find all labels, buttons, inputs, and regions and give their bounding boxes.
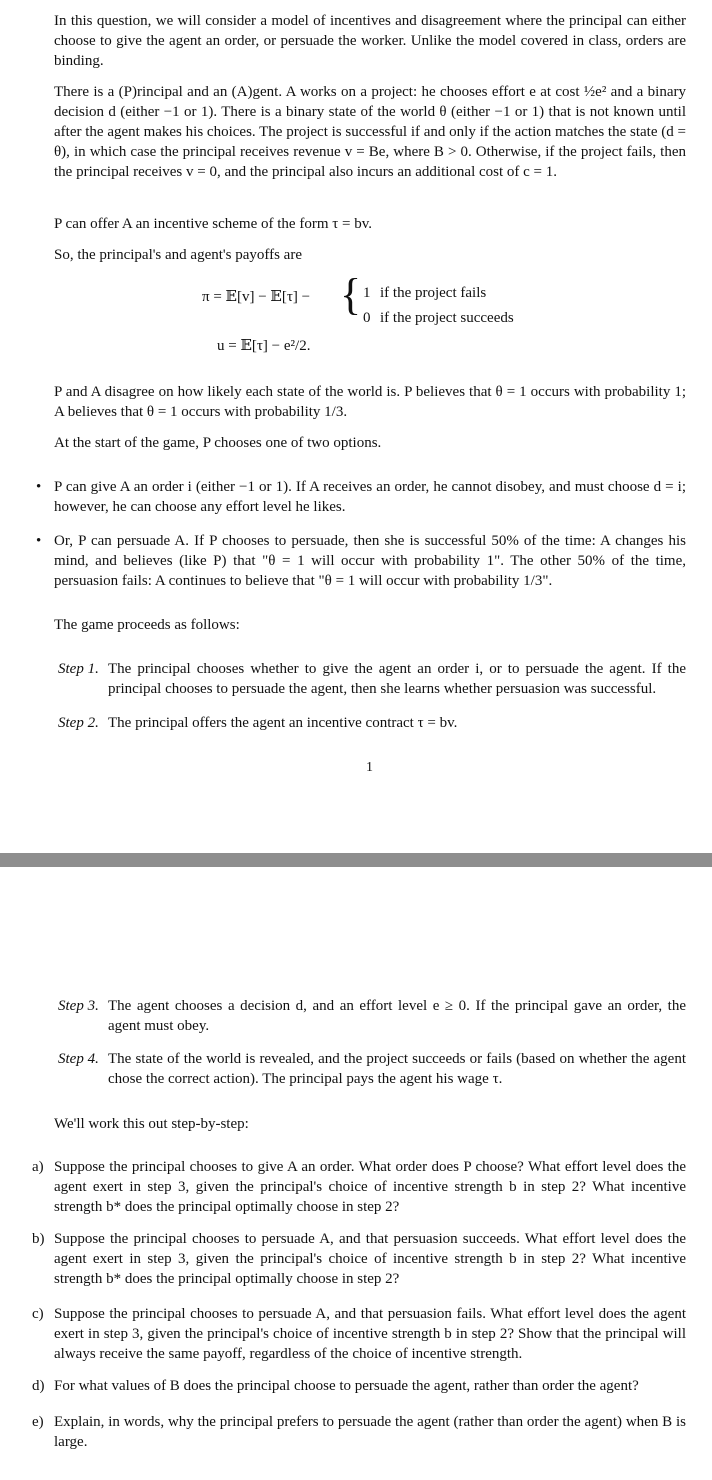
- setup-paragraph: There is a (P)rincipal and an (A)gent. A works on a project: he chooses effort e at cost ½e² and a binary decision d (either −1 or 1). There is a binary state of the world θ (either −1 or 1) that is not known until after the agent makes his choices. The project is successful if and only if the action matches the state (d = θ), in which case the principal receives revenue v = Be, where B > 0. Otherwise, if the project fails, then the principal receives v = 0, and the principal also incurs an additional cost of c = 1.: [54, 84, 686, 180]
- page-separator: [0, 853, 712, 867]
- question-c: [32, 1304, 686, 1364]
- step-1-label: Step 1.: [58, 661, 99, 677]
- step-3-label: Step 3.: [58, 998, 99, 1014]
- question-b: [32, 1229, 686, 1289]
- step-3: [58, 996, 686, 1036]
- question-d: [32, 1376, 686, 1396]
- step-4-text: The state of the world is revealed, and the project succeeds or fails (based on whether the agent chose the correct action). The principal pays the agent his wage τ.: [108, 1051, 686, 1087]
- intro-paragraph: In this question, we will consider a model of incentives and disagreement where the principal can either choose to give the agent an order, or persuade the worker. Unlike the model covered in class, orders are binding.: [54, 13, 686, 69]
- question-d-text: For what values of B does the principal choose to persuade the agent, rather than order the agent?: [54, 1378, 639, 1394]
- question-e-text: Explain, in words, why the principal prefers to persuade the agent (rather than order the agent) when B is large.: [54, 1414, 686, 1450]
- payoffs-intro-text: So, the principal's and agent's payoffs are: [54, 247, 302, 263]
- game-start-text: At the start of the game, P chooses one of two options.: [54, 435, 382, 451]
- question-d-label: d): [32, 1378, 45, 1394]
- equation-brace: {: [340, 270, 362, 319]
- equation-pi-lhs: π = 𝔼[v] − 𝔼[τ] −: [202, 289, 311, 305]
- page-number: 1: [366, 760, 373, 775]
- page-2: [0, 867, 712, 1480]
- bullet-dot: •: [36, 479, 42, 495]
- step-4: [58, 1049, 686, 1089]
- option-order-bullet: [36, 477, 686, 517]
- equation-case2-value: 0: [363, 310, 371, 326]
- question-a-label: a): [32, 1159, 44, 1175]
- question-e-label: e): [32, 1414, 44, 1430]
- step-1: [58, 659, 686, 699]
- option-persuade-bullet: [36, 531, 686, 591]
- step-2-label: Step 2.: [58, 715, 99, 731]
- question-a-text: Suppose the principal chooses to give A an order. What order does P choose? What effort level does the agent exert in step 3, given the principal's choice of incentive strength b in step 2? What incentive strength b* does the principal optimally choose in step 2?: [54, 1159, 686, 1215]
- option-order-text: P can give A an order i (either −1 or 1). If A receives an order, he cannot disobey, and must choose d = i; however, he can choose any effort level he likes.: [54, 479, 686, 515]
- step-1-text: The principal chooses whether to give the agent an order i, or to persuade the agent. If the principal chooses to persuade the agent, then she learns whether persuasion was successful.: [108, 661, 686, 697]
- option-persuade-text: Or, P can persuade A. If P chooses to persuade, then she is successful 50% of the time: A changes his mind, and believes (like P) that "θ = 1 will occur with probability 1". The other 50% of the time, persuasion fails: A continues to believe that "θ = 1 will occur with probability 1/3".: [54, 533, 686, 589]
- disagreement-paragraph: P and A disagree on how likely each state of the world is. P believes that θ = 1 occurs with probability 1; A believes that θ = 1 occurs with probability 1/3.: [54, 384, 686, 420]
- step-3-text: The agent chooses a decision d, and an effort level e ≥ 0. If the principal gave an order, the agent must obey.: [108, 998, 686, 1034]
- question-b-text: Suppose the principal chooses to persuade A, and that persuasion succeeds. What effort level does the agent exert in step 3, given the principal's choice of incentive strength b in step 2? What incentive strength b* does the principal optimally choose in step 2?: [54, 1231, 686, 1287]
- equation-case1-condition: if the project fails: [380, 285, 487, 301]
- question-c-label: c): [32, 1306, 44, 1322]
- equation-case2-condition: if the project succeeds: [380, 310, 514, 326]
- step-2: [58, 713, 686, 733]
- question-b-label: b): [32, 1231, 45, 1247]
- equation-u: u = 𝔼[τ] − e²/2.: [217, 338, 311, 354]
- question-c-text: Suppose the principal chooses to persuade A, and that persuasion fails. What effort level does the agent exert in step 3, given the principal's choice of incentive strength b in step 2? Show that the principal will always receive the same payoff, regardless of the choice of incentive strength.: [54, 1306, 686, 1362]
- step-4-label: Step 4.: [58, 1051, 99, 1067]
- workout-text: We'll work this out step-by-step:: [54, 1116, 249, 1132]
- step-2-text: The principal offers the agent an incentive contract τ = bv.: [108, 715, 458, 731]
- bullet-dot: •: [36, 533, 42, 549]
- question-a: [32, 1157, 686, 1217]
- question-e: [32, 1412, 686, 1452]
- equation-case1-value: 1: [363, 285, 371, 301]
- proceeds-text: The game proceeds as follows:: [54, 617, 240, 633]
- incentive-scheme-text: P can offer A an incentive scheme of the form τ = bv.: [54, 216, 373, 232]
